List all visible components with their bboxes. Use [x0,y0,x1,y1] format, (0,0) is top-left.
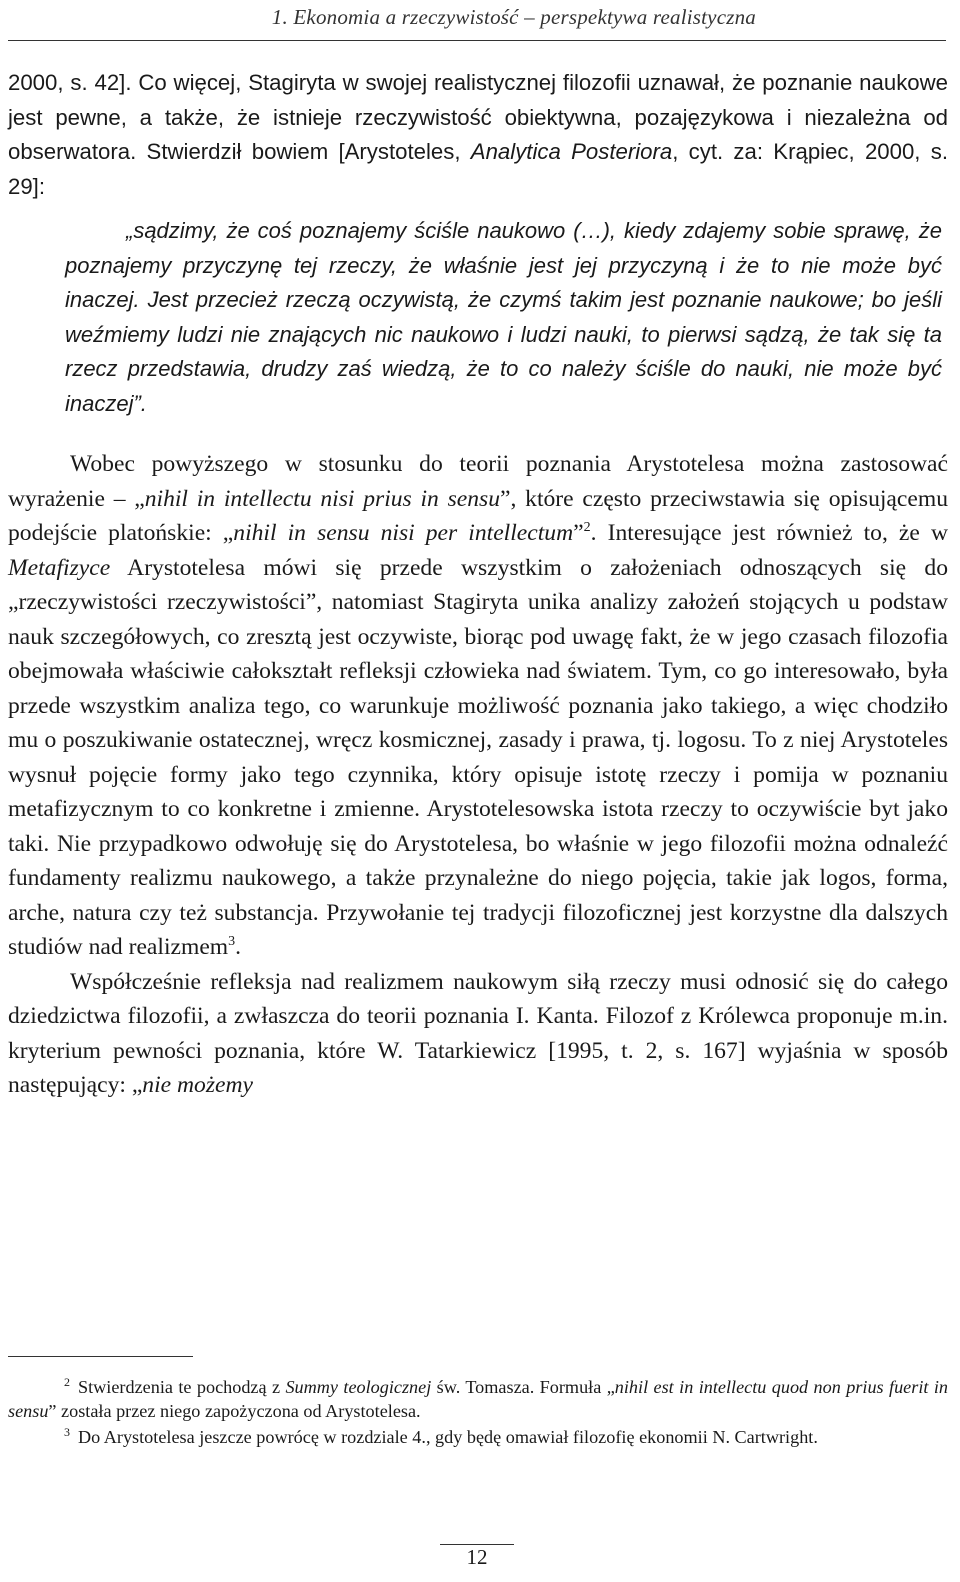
paragraph-2-text-c: ”, które często przeciwstawia się opisującemu podejście platońskie: „ [8,485,949,546]
paragraph-2 [8,447,948,965]
footnote-2-summa: Summy teologicznej [285,1377,432,1397]
footnote-3-number: 3 [64,1424,70,1439]
footnote-3-text: Do Arystotelesa jeszcze powrócę w rozdziale 4., gdy będę omawiał filozofię ekonomii N. Cartwright. [78,1427,818,1447]
running-title: 1. Ekonomia a rzeczywistość – perspektywa realistyczna [271,5,756,29]
footnote-ref-3[interactable]: 3 [228,934,236,950]
paragraph-2-text-i: . [235,934,242,960]
paragraph-2-text-a: Wobec powyższego w stosunku do teorii poznania Arystotelesa można zastosować wyrażenie – „ [8,451,948,512]
paragraph-3-text-a: Współcześnie refleksja nad realizmem naukowym siłą rzeczy musi odnosić się do całego dziedzictwa filozofii, a zwłaszcza do teorii poznania I. Kanta. Filozof z Królewca proponuje m.in. kryterium pewności poznania, które W. Tatarkiewicz [1995, t. 2, s. 167] wyjaśnia w sposób następujący: „ [8,968,948,1098]
main-text [8,66,948,1103]
page-number: 12 [466,1545,488,1569]
footnote-2-text-a: Stwierdzenia te pochodzą z [78,1377,286,1397]
footnote-ref-2[interactable]: 2 [583,520,591,536]
paragraph-1-text-a: 2000, s. 42]. Co więcej, Stagiryta w swojej realistycznej filozofii uznawał, że poznanie naukowe jest pewne, a także, że istnieje rzeczywistość obiektywna, pozajęzykowa i niezależna od obserwatora. Stwierdził bowiem [Arystoteles, [8,70,948,164]
paragraph-2-text-f: . Interesujące jest również to, że w [590,520,948,546]
footnote-2 [8,1375,948,1423]
paragraph-3 [8,965,948,1103]
footnote-2-text-e: ” została przez niego zapożyczona od Arystotelesa. [48,1401,421,1421]
footnote-3 [8,1425,948,1449]
paragraph-1 [8,66,948,204]
running-header [8,0,946,41]
footnote-separator [8,1356,193,1357]
paragraph-1-title: Analytica Posteriora [470,139,673,164]
block-quote: „sądzimy, że coś poznajemy ściśle naukowo (…), kiedy zdajemy sobie sprawę, że poznajemy przyczynę tej rzeczy, że właśnie jest jej przyczyną i że to nie może być inaczej. Jest przecież rzeczą oczywistą, że czymś takim jest poznanie naukowe; bo jeśli weźmiemy ludzi nie znających nic naukowo i ludzi nauki, to pierwsi sądzą, że tak się ta rzecz przedstawia, drudzy zaś wiedzą, że to co należy ściśle do nauki, nie może być inaczej”. [65,218,942,416]
paragraph-1-text-b: , cyt. za: Krąpiec, 2000, s. 29]: [8,139,948,199]
footnote-2-number: 2 [64,1374,70,1389]
paragraph-2-latin-2: nihil in sensu nisi per intellectum [233,520,574,546]
footnote-2-text-c: św. Tomasza. Formuła „ [431,1377,615,1397]
paragraph-3-italic: nie możemy [142,1072,254,1098]
paragraph-2-latin-1: nihil in intellectu nisi prius in sensu [144,485,501,512]
footnote-2-latin: nihil est in intellectu quod non prius fuerit in sensu [8,1377,948,1421]
paragraph-2-metafizyce: Metafizyce [8,554,111,581]
footnotes [8,1375,948,1451]
paragraph-2-text-h: Arystotelesa mówi się przede wszystkim o założeniach odnoszących się do „rzeczywistości rzeczywistości”, natomiast Stagiryta unika analizy założeń stojących u podstaw nauk szczegółowych, co zresztą jest oczywiste, biorąc pod uwagę fakt, że w jego czasach filozofia obejmowała właściwie całokształt refleksji człowieka nad światem. Tym, co go interesowało, była przede wszystkim analiza tego, co warunkuje możliwość poznania jako takiego, a więc chodziło mu o poszukiwanie ostatecznej, wręcz kosmicznej, zasady i prawa, tj. logosu. To z niej Arystoteles wysnuł pojęcie formy jako tego czynnika, który opisuje istotę rzeczy i pomija w poznaniu metafizycznym to co konkretne i zmienne. Arystotelesowska istota rzeczy to oczywiście byt jako taki. Nie przypadkowo odwołuję się do Arystotelesa, bo właśnie w jego filozofii można odnaleźć fundamenty realizmu naukowego, a także przynależne do niego pojęcia, takie jak logos, forma, arche, natura czy też substancja. Przywołanie tej tradycji filozoficznej jest korzystne dla dalszych studiów nad realizmem [8,554,948,960]
paragraph-2-text-e: ” [573,520,584,546]
